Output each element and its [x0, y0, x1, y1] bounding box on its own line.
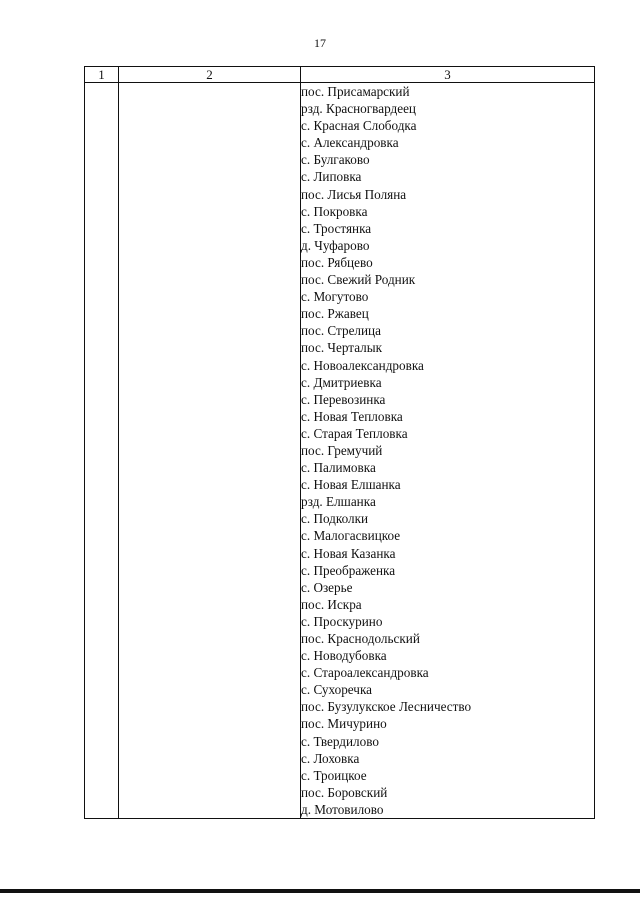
list-item: с. Проскурино [301, 613, 383, 629]
list-item: пос. Бузулукское Лесничество [301, 699, 472, 715]
list-item: д. Мотовилово [301, 801, 384, 817]
settlement-list [301, 83, 594, 818]
list-item: пос. Стрелица [301, 323, 381, 339]
list-item: пос. Боровский [301, 784, 388, 800]
list-item: пос. Рябцево [301, 254, 373, 270]
list-item: с. Сухоречка [301, 682, 373, 698]
column-header-2: 2 [119, 67, 301, 83]
list-item: пос. Ржавец [301, 306, 369, 322]
column-2-cell [119, 83, 301, 819]
list-item: рзд. Красногвардеец [301, 101, 416, 117]
list-item: с. Палимовка [301, 460, 376, 476]
list-item: с. Твердилово [301, 733, 379, 749]
list-item: с. Новая Казанка [301, 545, 396, 561]
column-1-cell [85, 83, 119, 819]
list-item: с. Старая Тепловка [301, 425, 408, 441]
list-item: с. Булгаково [301, 152, 370, 168]
list-item: с. Новая Елшанка [301, 477, 401, 493]
list-item: пос. Свежий Родник [301, 272, 416, 288]
settlements-cell [301, 83, 595, 819]
list-item: с. Липовка [301, 169, 362, 185]
list-item: с. Новая Тепловка [301, 408, 403, 424]
list-item: с. Новодубовка [301, 648, 387, 664]
list-item: с. Преображенка [301, 562, 396, 578]
list-item: с. Малогасвицкое [301, 528, 401, 544]
list-item: с. Староалександровка [301, 665, 429, 681]
list-item: д. Чуфарово [301, 237, 370, 253]
list-item: с. Тростянка [301, 220, 372, 236]
column-header-3: 3 [301, 67, 595, 83]
table-row [85, 83, 595, 819]
list-item: пос. Черталык [301, 340, 383, 356]
list-item: с. Лоховка [301, 750, 360, 766]
page-number: 17 [314, 36, 326, 50]
list-item: рзд. Елшанка [301, 494, 376, 510]
list-item: с. Троицкое [301, 767, 367, 783]
list-item: с. Покровка [301, 203, 368, 219]
list-item: с. Новоалександровка [301, 357, 424, 373]
list-item: пос. Присамарский [301, 84, 410, 99]
list-item: пос. Краснодольский [301, 631, 420, 646]
list-item: пос. Искра [301, 596, 362, 612]
column-header-1: 1 [85, 67, 119, 83]
list-item: с. Подколки [301, 511, 369, 527]
list-item: пос. Гремучий [301, 442, 383, 458]
list-item: пос. Лисья Поляна [301, 186, 407, 202]
settlements-table [84, 66, 595, 819]
list-item: с. Перевозинка [301, 391, 386, 407]
list-item: с. Александровка [301, 135, 399, 151]
list-item: с. Дмитриевка [301, 374, 382, 390]
list-item: с. Могутово [301, 289, 369, 305]
list-item: пос. Мичурино [301, 716, 387, 732]
list-item: с. Красная Слободка [301, 118, 417, 134]
list-item: с. Озерье [301, 579, 353, 595]
table-header-row [85, 67, 595, 83]
page-bottom-rule [0, 889, 640, 893]
